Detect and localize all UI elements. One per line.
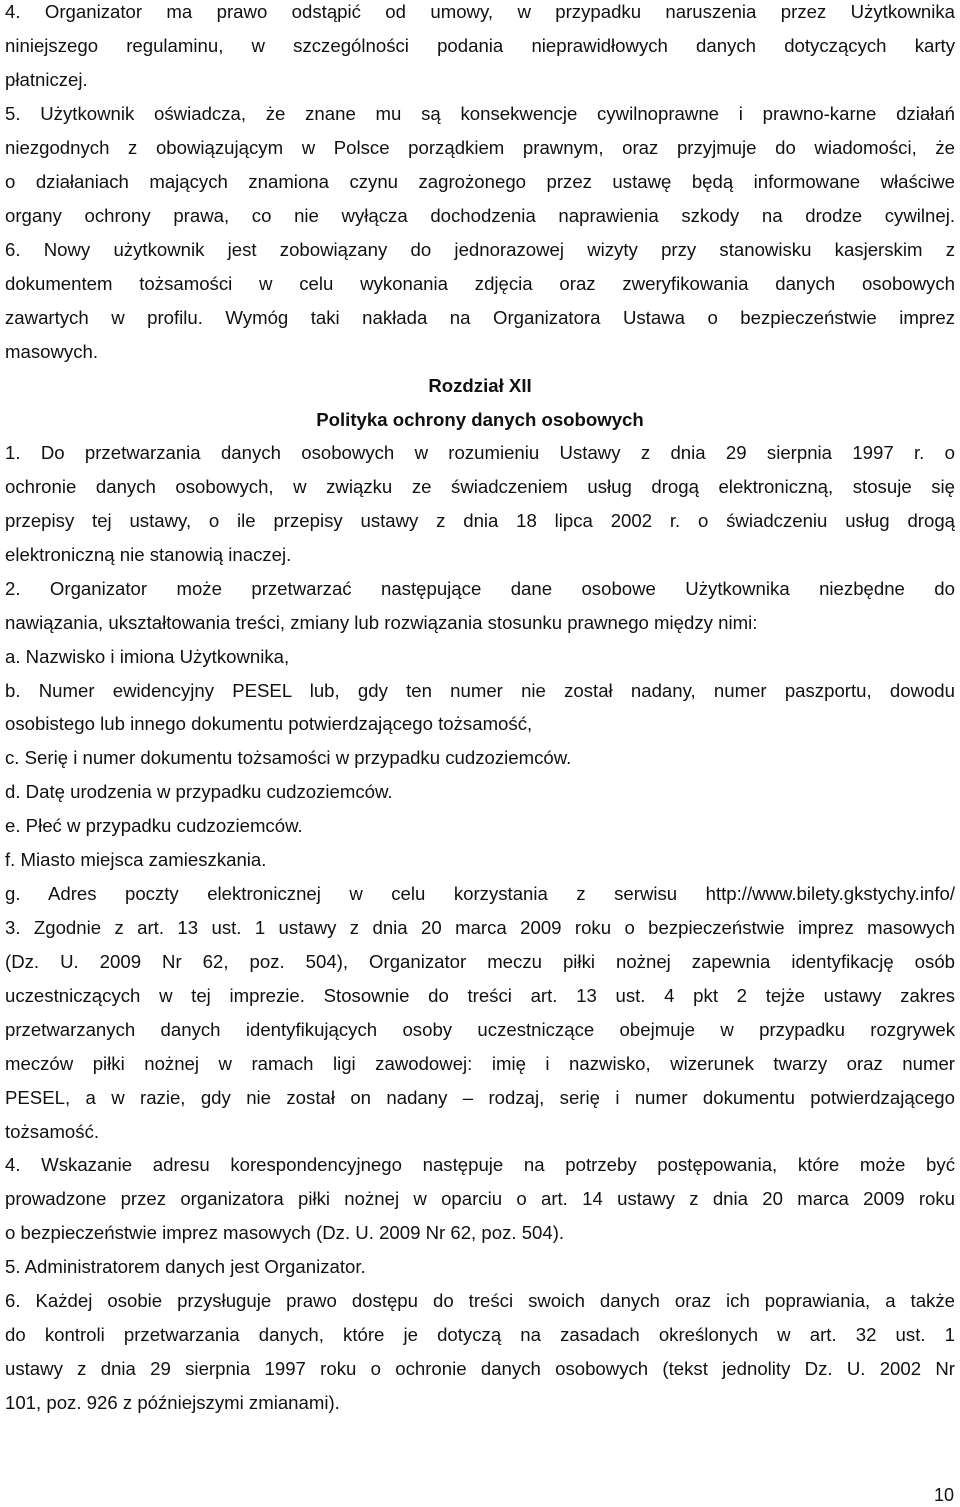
list-item: c. Serię i numer dokumentu tożsamości w przypadku cudzoziemców. bbox=[5, 747, 572, 768]
text-line: płatniczej. bbox=[5, 69, 88, 90]
text-line: PESEL, a w razie, gdy nie został on nadany – rodzaj, serię i numer dokumentu potwierdzającego bbox=[5, 1087, 955, 1108]
text-line: (Dz. U. 2009 Nr 62, poz. 504), Organizator meczu piłki nożnej zapewnia identyfikację osób bbox=[5, 951, 955, 972]
text-line: 3. Zgodnie z art. 13 ust. 1 ustawy z dnia 20 marca 2009 roku o bezpieczeństwie imprez masowych bbox=[5, 917, 955, 938]
text-line: uczestniczących w tej imprezie. Stosownie do treści art. 13 ust. 4 pkt 2 tejże ustawy zakres bbox=[5, 985, 955, 1006]
list-item: b. Numer ewidencyjny PESEL lub, gdy ten numer nie został nadany, numer paszportu, dowodu bbox=[5, 680, 955, 701]
list-item: g. Adres poczty elektronicznej w celu korzystania z serwisu http://www.bilety.gkstychy.info/ bbox=[5, 883, 955, 904]
text-line: zawartych w profilu. Wymóg taki nakłada na Organizatora Ustawa o bezpieczeństwie imprez bbox=[5, 307, 955, 328]
text-line: do kontroli przetwarzania danych, które je dotyczą na zasadach określonych w art. 32 ust. 1 bbox=[5, 1324, 955, 1345]
text-line: o działaniach mających znamiona czynu zagrożonego przez ustawę będą informowane właściwe bbox=[5, 171, 955, 192]
text-line: przetwarzanych danych identyfikujących osoby uczestniczące obejmuje w przypadku rozgrywek bbox=[5, 1019, 955, 1040]
text-line: 1. Do przetwarzania danych osobowych w rozumieniu Ustawy z dnia 29 sierpnia 1997 r. o bbox=[5, 442, 955, 463]
text-line: 101, poz. 926 z późniejszymi zmianami). bbox=[5, 1392, 340, 1413]
text-line: nawiązania, ukształtowania treści, zmiany lub rozwiązania stosunku prawnego między nimi: bbox=[5, 612, 758, 633]
text-line: 5. Użytkownik oświadcza, że znane mu są konsekwencje cywilnoprawne i prawno-karne działań bbox=[5, 103, 955, 124]
text-line: 6. Nowy użytkownik jest zobowiązany do jednorazowej wizyty przy stanowisku kasjerskim z bbox=[5, 239, 955, 260]
text-line: niezgodnych z obowiązującym w Polsce porządkiem prawnym, oraz przyjmuje do wiadomości, że bbox=[5, 137, 955, 158]
list-item: f. Miasto miejsca zamieszkania. bbox=[5, 849, 267, 870]
chapter-heading: Rozdział XII bbox=[428, 375, 532, 396]
text-line: meczów piłki nożnej w ramach ligi zawodowej: imię i nazwisko, wizerunek twarzy oraz numer bbox=[5, 1053, 955, 1074]
text-line: osobistego lub innego dokumentu potwierdzającego tożsamość, bbox=[5, 713, 533, 734]
page-number: 10 bbox=[933, 1485, 954, 1505]
text-line: ochronie danych osobowych, w związku ze świadczeniem usług drogą elektroniczną, stosuje się bbox=[5, 476, 955, 497]
text-line: tożsamość. bbox=[5, 1121, 100, 1142]
list-item: e. Płeć w przypadku cudzoziemców. bbox=[5, 815, 303, 836]
text-line: 6. Każdej osobie przysługuje prawo dostępu do treści swoich danych oraz ich poprawiania, a także bbox=[5, 1290, 955, 1311]
text-line: 5. Administratorem danych jest Organizator. bbox=[5, 1256, 366, 1277]
text-line: 2. Organizator może przetwarzać następujące dane osobowe Użytkownika niezbędne do bbox=[5, 578, 955, 599]
text-line: ustawy z dnia 29 sierpnia 1997 roku o ochronie danych osobowych (tekst jednolity Dz. U. 2002 Nr bbox=[5, 1358, 955, 1379]
text-line: elektroniczną nie stanowią inaczej. bbox=[5, 544, 292, 565]
text-line: przepisy tej ustawy, o ile przepisy ustawy z dnia 18 lipca 2002 r. o świadczeniu usług drogą bbox=[5, 510, 955, 531]
text-line: 4. Wskazanie adresu korespondencyjnego następuje na potrzeby postępowania, które może być bbox=[5, 1154, 955, 1175]
list-item: a. Nazwisko i imiona Użytkownika, bbox=[5, 646, 290, 667]
text-line: 4. Organizator ma prawo odstąpić od umowy, w przypadku naruszenia przez Użytkownika bbox=[5, 1, 955, 22]
text-line: o bezpieczeństwie imprez masowych (Dz. U. 2009 Nr 62, poz. 504). bbox=[5, 1222, 565, 1243]
text-line: niniejszego regulaminu, w szczególności podania nieprawidłowych danych dotyczących karty bbox=[5, 35, 955, 56]
text-line: dokumentem tożsamości w celu wykonania zdjęcia oraz zweryfikowania danych osobowych bbox=[5, 273, 955, 294]
text-line: organy ochrony prawa, co nie wyłącza dochodzenia naprawienia szkody na drodze cywilnej. bbox=[5, 205, 955, 226]
list-item: d. Datę urodzenia w przypadku cudzoziemców. bbox=[5, 781, 393, 802]
chapter-title: Polityka ochrony danych osobowych bbox=[316, 409, 644, 430]
text-line: prowadzone przez organizatora piłki nożnej w oparciu o art. 14 ustawy z dnia 20 marca 2009 roku bbox=[5, 1188, 955, 1209]
text-line: masowych. bbox=[5, 341, 98, 362]
